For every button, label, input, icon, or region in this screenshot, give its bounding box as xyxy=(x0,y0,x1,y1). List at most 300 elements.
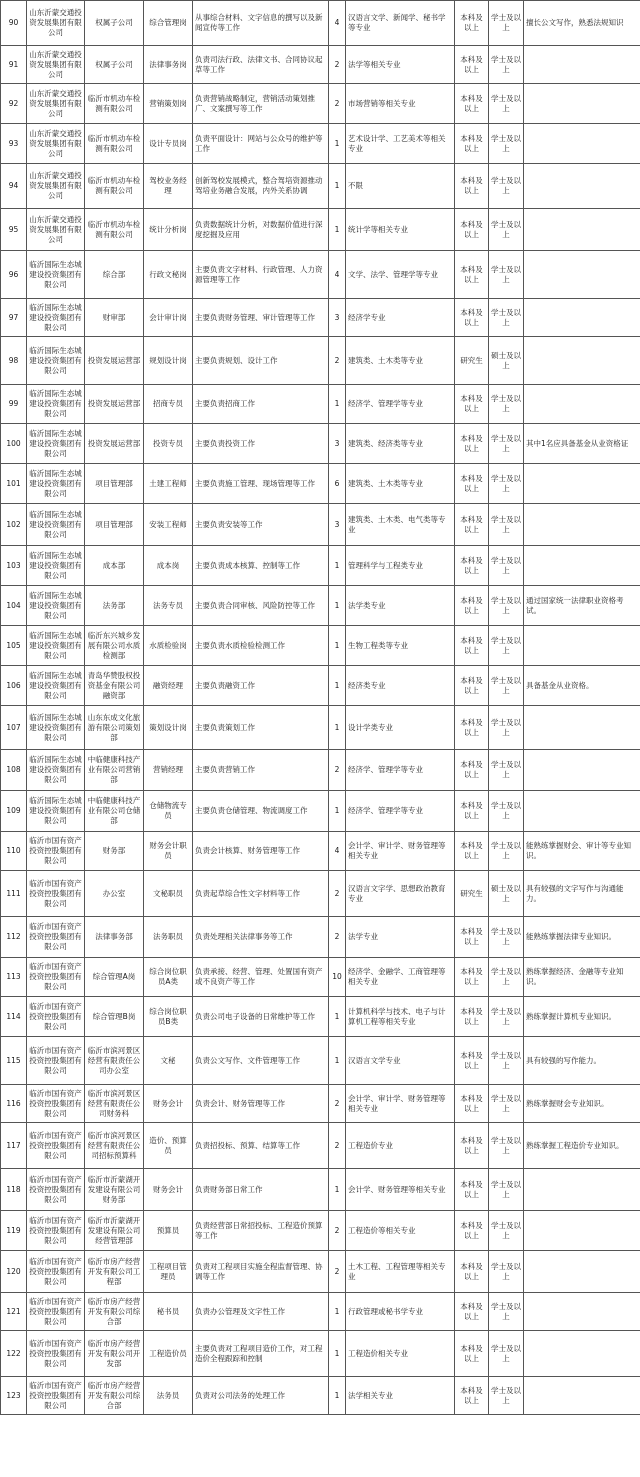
table-row xyxy=(1,832,640,871)
requirements-cell xyxy=(524,626,640,666)
company-cell: 临沂市国有资产投资控股集团有限公司 xyxy=(27,917,85,958)
table-body xyxy=(1,1,640,1415)
degree-cell: 学士及以上 xyxy=(489,1293,524,1331)
education-cell: 本科及以上 xyxy=(455,791,489,832)
requirements-cell: 熟练掌握财会专业知识。 xyxy=(524,1085,640,1123)
row-number: 106 xyxy=(1,666,27,706)
department-cell: 山东东成文化旅游有限公司策划部 xyxy=(85,706,144,750)
duties-cell: 负责数据统计分析，对数据价值进行深度挖掘及应用 xyxy=(193,209,329,251)
headcount-cell: 1 xyxy=(329,997,346,1037)
company-cell: 临沂国际生态城建设投资集团有限公司 xyxy=(27,791,85,832)
table-row xyxy=(1,586,640,626)
department-cell: 临沂市房产经营开发有限公司综合部 xyxy=(85,1293,144,1331)
table-row xyxy=(1,164,640,209)
major-cell: 汉语言文学专业 xyxy=(346,1037,455,1085)
requirements-cell xyxy=(524,1169,640,1211)
row-number: 94 xyxy=(1,164,27,209)
major-cell: 不限 xyxy=(346,164,455,209)
major-cell: 建筑类、土木类等专业 xyxy=(346,464,455,504)
requirements-cell xyxy=(524,1293,640,1331)
department-cell: 临沂市房产经营开发有限公司综合部 xyxy=(85,1377,144,1415)
degree-cell: 学士及以上 xyxy=(489,750,524,791)
headcount-cell: 1 xyxy=(329,209,346,251)
table-row xyxy=(1,626,640,666)
major-cell: 经济学、金融学、工商管理等相关专业 xyxy=(346,958,455,997)
position-cell: 法务专员 xyxy=(144,586,193,626)
department-cell: 临沂市滨河景区经营有限责任公司财务科 xyxy=(85,1085,144,1123)
department-cell: 综合管理A岗 xyxy=(85,958,144,997)
table-row xyxy=(1,385,640,424)
requirements-cell: 能熟练掌握法律专业知识。 xyxy=(524,917,640,958)
major-cell: 汉语言文学、新闻学、秘书学等专业 xyxy=(346,1,455,46)
education-cell: 本科及以上 xyxy=(455,1085,489,1123)
major-cell: 经济学、管理学等专业 xyxy=(346,791,455,832)
major-cell: 会计学、审计学、财务管理等相关专业 xyxy=(346,832,455,871)
education-cell: 本科及以上 xyxy=(455,504,489,546)
department-cell: 项目管理部 xyxy=(85,504,144,546)
duties-cell: 主要负责策划工作 xyxy=(193,706,329,750)
duties-cell: 主要负责水质检验检测工作 xyxy=(193,626,329,666)
row-number: 102 xyxy=(1,504,27,546)
company-cell: 山东沂蒙交通投资发展集团有限公司 xyxy=(27,84,85,124)
position-cell: 统计分析岗 xyxy=(144,209,193,251)
degree-cell: 学士及以上 xyxy=(489,385,524,424)
table-row xyxy=(1,84,640,124)
company-cell: 临沂国际生态城建设投资集团有限公司 xyxy=(27,546,85,586)
row-number: 103 xyxy=(1,546,27,586)
company-cell: 临沂国际生态城建设投资集团有限公司 xyxy=(27,251,85,299)
table-row xyxy=(1,1293,640,1331)
requirements-cell xyxy=(524,750,640,791)
duties-cell: 主要负责对工程项目造价工作，对工程造价全程跟踪和控制 xyxy=(193,1331,329,1377)
headcount-cell: 4 xyxy=(329,1,346,46)
major-cell: 市场营销等相关专业 xyxy=(346,84,455,124)
table-row xyxy=(1,299,640,337)
company-cell: 临沂市国有资产投资控股集团有限公司 xyxy=(27,832,85,871)
degree-cell: 学士及以上 xyxy=(489,464,524,504)
education-cell: 研究生 xyxy=(455,871,489,917)
education-cell: 本科及以上 xyxy=(455,1,489,46)
company-cell: 山东沂蒙交通投资发展集团有限公司 xyxy=(27,209,85,251)
headcount-cell: 1 xyxy=(329,1293,346,1331)
department-cell: 临沂市滨河景区经营有限责任公司招标预算科 xyxy=(85,1123,144,1169)
position-cell: 预算员 xyxy=(144,1211,193,1251)
row-number: 122 xyxy=(1,1331,27,1377)
duties-cell: 负责对工程项目实施全程监督管理、协调等工作 xyxy=(193,1251,329,1293)
department-cell: 综合部 xyxy=(85,251,144,299)
headcount-cell: 2 xyxy=(329,1085,346,1123)
company-cell: 临沂市国有资产投资控股集团有限公司 xyxy=(27,1169,85,1211)
department-cell: 临沂市机动车检测有限公司 xyxy=(85,124,144,164)
table-row xyxy=(1,997,640,1037)
duties-cell: 主要负责文字材料、行政管理、人力资源管理等工作 xyxy=(193,251,329,299)
position-cell: 综合岗位职员A类 xyxy=(144,958,193,997)
company-cell: 临沂国际生态城建设投资集团有限公司 xyxy=(27,424,85,464)
education-cell: 本科及以上 xyxy=(455,586,489,626)
duties-cell: 主要负责仓储管理、物流调度工作 xyxy=(193,791,329,832)
position-cell: 综合岗位职员B类 xyxy=(144,997,193,1037)
degree-cell: 硕士及以上 xyxy=(489,337,524,385)
row-number: 91 xyxy=(1,46,27,84)
major-cell: 建筑类、经济类等专业 xyxy=(346,424,455,464)
row-number: 104 xyxy=(1,586,27,626)
row-number: 119 xyxy=(1,1211,27,1251)
company-cell: 临沂国际生态城建设投资集团有限公司 xyxy=(27,626,85,666)
degree-cell: 学士及以上 xyxy=(489,1169,524,1211)
requirements-cell: 熟练掌握工程造价专业知识。 xyxy=(524,1123,640,1169)
requirements-cell xyxy=(524,337,640,385)
headcount-cell: 2 xyxy=(329,1251,346,1293)
table-row xyxy=(1,464,640,504)
department-cell: 成本部 xyxy=(85,546,144,586)
company-cell: 临沂市国有资产投资控股集团有限公司 xyxy=(27,871,85,917)
headcount-cell: 2 xyxy=(329,84,346,124)
degree-cell: 学士及以上 xyxy=(489,424,524,464)
duties-cell: 负责营销战略制定，营销活动策划推广、文案撰写等工作 xyxy=(193,84,329,124)
major-cell: 工程造价等相关专业 xyxy=(346,1211,455,1251)
department-cell: 中临健康科技产业有限公司营销部 xyxy=(85,750,144,791)
position-cell: 规划设计岗 xyxy=(144,337,193,385)
degree-cell: 硕士及以上 xyxy=(489,871,524,917)
major-cell: 经济学专业 xyxy=(346,299,455,337)
table-row xyxy=(1,1331,640,1377)
headcount-cell: 1 xyxy=(329,586,346,626)
major-cell: 统计学等相关专业 xyxy=(346,209,455,251)
degree-cell: 学士及以上 xyxy=(489,251,524,299)
table-row xyxy=(1,706,640,750)
row-number: 111 xyxy=(1,871,27,917)
position-cell: 文秘 xyxy=(144,1037,193,1085)
education-cell: 本科及以上 xyxy=(455,164,489,209)
company-cell: 临沂国际生态城建设投资集团有限公司 xyxy=(27,299,85,337)
position-cell: 融资经理 xyxy=(144,666,193,706)
headcount-cell: 4 xyxy=(329,832,346,871)
department-cell: 临沂市房产经营开发有限公司开发部 xyxy=(85,1331,144,1377)
requirements-cell xyxy=(524,504,640,546)
department-cell: 临沂市滨河景区经营有限责任公司办公室 xyxy=(85,1037,144,1085)
row-number: 97 xyxy=(1,299,27,337)
degree-cell: 学士及以上 xyxy=(489,958,524,997)
row-number: 105 xyxy=(1,626,27,666)
department-cell: 临沂东兴城乡发展有限公司水质检测部 xyxy=(85,626,144,666)
table-row xyxy=(1,46,640,84)
education-cell: 本科及以上 xyxy=(455,1251,489,1293)
company-cell: 临沂国际生态城建设投资集团有限公司 xyxy=(27,385,85,424)
company-cell: 临沂市国有资产投资控股集团有限公司 xyxy=(27,1123,85,1169)
headcount-cell: 1 xyxy=(329,1169,346,1211)
row-number: 107 xyxy=(1,706,27,750)
row-number: 118 xyxy=(1,1169,27,1211)
duties-cell: 创新驾校发展模式，整合驾培资源推动驾培业务融合发展，内外关系协调 xyxy=(193,164,329,209)
table-row xyxy=(1,666,640,706)
department-cell: 投资发展运营部 xyxy=(85,424,144,464)
major-cell: 行政管理或秘书学专业 xyxy=(346,1293,455,1331)
duties-cell: 主要负责营销工作 xyxy=(193,750,329,791)
row-number: 112 xyxy=(1,917,27,958)
company-cell: 临沂市国有资产投资控股集团有限公司 xyxy=(27,1085,85,1123)
headcount-cell: 1 xyxy=(329,385,346,424)
table-row xyxy=(1,917,640,958)
duties-cell: 主要负责成本核算、控制等工作 xyxy=(193,546,329,586)
position-cell: 财务会计 xyxy=(144,1085,193,1123)
requirements-cell xyxy=(524,124,640,164)
education-cell: 本科及以上 xyxy=(455,1037,489,1085)
degree-cell: 学士及以上 xyxy=(489,1037,524,1085)
duties-cell: 负责公文写作、文件管理等工作 xyxy=(193,1037,329,1085)
headcount-cell: 1 xyxy=(329,666,346,706)
department-cell: 中临健康科技产业有限公司仓储部 xyxy=(85,791,144,832)
headcount-cell: 1 xyxy=(329,164,346,209)
education-cell: 本科及以上 xyxy=(455,1331,489,1377)
requirements-cell: 擅长公文写作，熟悉法规知识 xyxy=(524,1,640,46)
table-row xyxy=(1,1085,640,1123)
headcount-cell: 2 xyxy=(329,750,346,791)
education-cell: 研究生 xyxy=(455,337,489,385)
department-cell: 办公室 xyxy=(85,871,144,917)
company-cell: 临沂市国有资产投资控股集团有限公司 xyxy=(27,1211,85,1251)
duties-cell: 负责起草综合性文字材料等工作 xyxy=(193,871,329,917)
requirements-cell xyxy=(524,464,640,504)
major-cell: 法学等相关专业 xyxy=(346,46,455,84)
headcount-cell: 6 xyxy=(329,464,346,504)
requirements-cell: 能熟练掌握财会、审计等专业知识。 xyxy=(524,832,640,871)
degree-cell: 学士及以上 xyxy=(489,164,524,209)
position-cell: 设计专员岗 xyxy=(144,124,193,164)
duties-cell: 负责平面设计：网站与公众号的维护等工作 xyxy=(193,124,329,164)
row-number: 114 xyxy=(1,997,27,1037)
requirements-cell xyxy=(524,46,640,84)
duties-cell: 负责公司电子设备的日常维护等工作 xyxy=(193,997,329,1037)
company-cell: 临沂市国有资产投资控股集团有限公司 xyxy=(27,958,85,997)
department-cell: 临沂市沂蒙湖开发建设有限公司财务部 xyxy=(85,1169,144,1211)
requirements-cell xyxy=(524,1211,640,1251)
education-cell: 本科及以上 xyxy=(455,1169,489,1211)
row-number: 99 xyxy=(1,385,27,424)
education-cell: 本科及以上 xyxy=(455,1123,489,1169)
major-cell: 土木工程、工程管理等相关专业 xyxy=(346,1251,455,1293)
duties-cell: 主要负责财务管理、审计管理等工作 xyxy=(193,299,329,337)
duties-cell: 主要负责施工管理、现场管理等工作 xyxy=(193,464,329,504)
department-cell: 财务部 xyxy=(85,832,144,871)
degree-cell: 学士及以上 xyxy=(489,1251,524,1293)
headcount-cell: 1 xyxy=(329,546,346,586)
duties-cell: 负责对公司法务的处理工作 xyxy=(193,1377,329,1415)
position-cell: 水质检验岗 xyxy=(144,626,193,666)
major-cell: 经济类专业 xyxy=(346,666,455,706)
department-cell: 临沂市沂蒙湖开发建设有限公司经营管理部 xyxy=(85,1211,144,1251)
headcount-cell: 1 xyxy=(329,1331,346,1377)
education-cell: 本科及以上 xyxy=(455,251,489,299)
requirements-cell: 其中1名应具备基金从业资格证 xyxy=(524,424,640,464)
department-cell: 权属子公司 xyxy=(85,1,144,46)
duties-cell: 从事综合材料、文字信息的撰写以及新闻宣传等工作 xyxy=(193,1,329,46)
headcount-cell: 2 xyxy=(329,1123,346,1169)
duties-cell: 主要负责融资工作 xyxy=(193,666,329,706)
requirements-cell xyxy=(524,84,640,124)
row-number: 120 xyxy=(1,1251,27,1293)
table-row xyxy=(1,1037,640,1085)
education-cell: 本科及以上 xyxy=(455,1293,489,1331)
company-cell: 临沂市国有资产投资控股集团有限公司 xyxy=(27,997,85,1037)
table-row xyxy=(1,1,640,46)
duties-cell: 主要负责投资工作 xyxy=(193,424,329,464)
table-row xyxy=(1,209,640,251)
table-row xyxy=(1,750,640,791)
department-cell: 法务部 xyxy=(85,586,144,626)
position-cell: 财务会计职员 xyxy=(144,832,193,871)
headcount-cell: 1 xyxy=(329,1377,346,1415)
major-cell: 法学相关专业 xyxy=(346,1377,455,1415)
company-cell: 临沂市国有资产投资控股集团有限公司 xyxy=(27,1251,85,1293)
table-row xyxy=(1,546,640,586)
duties-cell: 负责承接、经营、管理、处置国有资产或不良资产等工作 xyxy=(193,958,329,997)
education-cell: 本科及以上 xyxy=(455,46,489,84)
position-cell: 投资专员 xyxy=(144,424,193,464)
headcount-cell: 4 xyxy=(329,251,346,299)
degree-cell: 学士及以上 xyxy=(489,832,524,871)
duties-cell: 负责会计核算、财务管理等工作 xyxy=(193,832,329,871)
degree-cell: 学士及以上 xyxy=(489,1,524,46)
row-number: 123 xyxy=(1,1377,27,1415)
requirements-cell xyxy=(524,299,640,337)
education-cell: 本科及以上 xyxy=(455,958,489,997)
major-cell: 会计学、财务管理等相关专业 xyxy=(346,1169,455,1211)
row-number: 109 xyxy=(1,791,27,832)
major-cell: 设计学类专业 xyxy=(346,706,455,750)
headcount-cell: 1 xyxy=(329,1037,346,1085)
degree-cell: 学士及以上 xyxy=(489,46,524,84)
degree-cell: 学士及以上 xyxy=(489,997,524,1037)
requirements-cell xyxy=(524,1331,640,1377)
major-cell: 经济学、管理学等专业 xyxy=(346,385,455,424)
position-cell: 会计审计岗 xyxy=(144,299,193,337)
major-cell: 经济学、管理学等专业 xyxy=(346,750,455,791)
company-cell: 临沂国际生态城建设投资集团有限公司 xyxy=(27,464,85,504)
degree-cell: 学士及以上 xyxy=(489,1331,524,1377)
table-row xyxy=(1,1169,640,1211)
requirements-cell xyxy=(524,209,640,251)
requirements-cell xyxy=(524,164,640,209)
table-row xyxy=(1,504,640,546)
company-cell: 临沂市国有资产投资控股集团有限公司 xyxy=(27,1037,85,1085)
row-number: 96 xyxy=(1,251,27,299)
requirements-cell xyxy=(524,1377,640,1415)
education-cell: 本科及以上 xyxy=(455,424,489,464)
company-cell: 临沂国际生态城建设投资集团有限公司 xyxy=(27,706,85,750)
education-cell: 本科及以上 xyxy=(455,1377,489,1415)
company-cell: 临沂市国有资产投资控股集团有限公司 xyxy=(27,1293,85,1331)
education-cell: 本科及以上 xyxy=(455,124,489,164)
row-number: 117 xyxy=(1,1123,27,1169)
company-cell: 临沂国际生态城建设投资集团有限公司 xyxy=(27,666,85,706)
major-cell: 建筑类、土木类等专业 xyxy=(346,337,455,385)
table-row xyxy=(1,251,640,299)
position-cell: 法务职员 xyxy=(144,917,193,958)
degree-cell: 学士及以上 xyxy=(489,1377,524,1415)
position-cell: 行政文秘岗 xyxy=(144,251,193,299)
company-cell: 临沂市国有资产投资控股集团有限公司 xyxy=(27,1377,85,1415)
duties-cell: 主要负责合同审核、风险防控等工作 xyxy=(193,586,329,626)
row-number: 121 xyxy=(1,1293,27,1331)
position-cell: 财务会计 xyxy=(144,1169,193,1211)
department-cell: 临沂市机动车检测有限公司 xyxy=(85,209,144,251)
requirements-cell: 熟练掌握经济、金融等专业知识。 xyxy=(524,958,640,997)
duties-cell: 负责招投标、预算、结算等工作 xyxy=(193,1123,329,1169)
position-cell: 工程项目管理员 xyxy=(144,1251,193,1293)
table-row xyxy=(1,337,640,385)
degree-cell: 学士及以上 xyxy=(489,626,524,666)
education-cell: 本科及以上 xyxy=(455,706,489,750)
table-row xyxy=(1,871,640,917)
education-cell: 本科及以上 xyxy=(455,84,489,124)
major-cell: 工程造价相关专业 xyxy=(346,1331,455,1377)
education-cell: 本科及以上 xyxy=(455,750,489,791)
education-cell: 本科及以上 xyxy=(455,917,489,958)
requirements-cell: 具有较强的写作能力。 xyxy=(524,1037,640,1085)
position-cell: 成本岗 xyxy=(144,546,193,586)
department-cell: 投资发展运营部 xyxy=(85,385,144,424)
degree-cell: 学士及以上 xyxy=(489,666,524,706)
position-cell: 策划设计岗 xyxy=(144,706,193,750)
degree-cell: 学士及以上 xyxy=(489,299,524,337)
education-cell: 本科及以上 xyxy=(455,666,489,706)
requirements-cell xyxy=(524,706,640,750)
degree-cell: 学士及以上 xyxy=(489,1085,524,1123)
degree-cell: 学士及以上 xyxy=(489,1123,524,1169)
company-cell: 临沂国际生态城建设投资集团有限公司 xyxy=(27,750,85,791)
position-cell: 工程造价员 xyxy=(144,1331,193,1377)
requirements-cell xyxy=(524,791,640,832)
requirements-cell xyxy=(524,385,640,424)
requirements-cell: 熟练掌握计算机专业知识。 xyxy=(524,997,640,1037)
position-cell: 营销经理 xyxy=(144,750,193,791)
major-cell: 管理科学与工程类专业 xyxy=(346,546,455,586)
department-cell: 临沂市房产经营开发有限公司工程部 xyxy=(85,1251,144,1293)
row-number: 90 xyxy=(1,1,27,46)
major-cell: 汉语言文字学、思想政治教育专业 xyxy=(346,871,455,917)
duties-cell: 负责处理相关法律事务等工作 xyxy=(193,917,329,958)
headcount-cell: 3 xyxy=(329,299,346,337)
duties-cell: 负责司法行政、法律文书、合同协议起草等工作 xyxy=(193,46,329,84)
row-number: 110 xyxy=(1,832,27,871)
position-cell: 招商专员 xyxy=(144,385,193,424)
degree-cell: 学士及以上 xyxy=(489,791,524,832)
headcount-cell: 1 xyxy=(329,124,346,164)
education-cell: 本科及以上 xyxy=(455,997,489,1037)
row-number: 93 xyxy=(1,124,27,164)
education-cell: 本科及以上 xyxy=(455,385,489,424)
headcount-cell: 2 xyxy=(329,871,346,917)
requirements-cell xyxy=(524,251,640,299)
requirements-cell: 具备基金从业资格。 xyxy=(524,666,640,706)
headcount-cell: 2 xyxy=(329,1211,346,1251)
row-number: 101 xyxy=(1,464,27,504)
row-number: 92 xyxy=(1,84,27,124)
table-row xyxy=(1,1377,640,1415)
duties-cell: 负责办公管理及文字性工作 xyxy=(193,1293,329,1331)
headcount-cell: 2 xyxy=(329,46,346,84)
company-cell: 山东沂蒙交通投资发展集团有限公司 xyxy=(27,164,85,209)
row-number: 108 xyxy=(1,750,27,791)
major-cell: 法学类专业 xyxy=(346,586,455,626)
degree-cell: 学士及以上 xyxy=(489,84,524,124)
headcount-cell: 1 xyxy=(329,706,346,750)
requirements-cell: 通过国家统一法律职业资格考试。 xyxy=(524,586,640,626)
degree-cell: 学士及以上 xyxy=(489,124,524,164)
table-row xyxy=(1,1211,640,1251)
requirements-cell: 具有较强的文字写作与沟通能力。 xyxy=(524,871,640,917)
degree-cell: 学士及以上 xyxy=(489,1211,524,1251)
